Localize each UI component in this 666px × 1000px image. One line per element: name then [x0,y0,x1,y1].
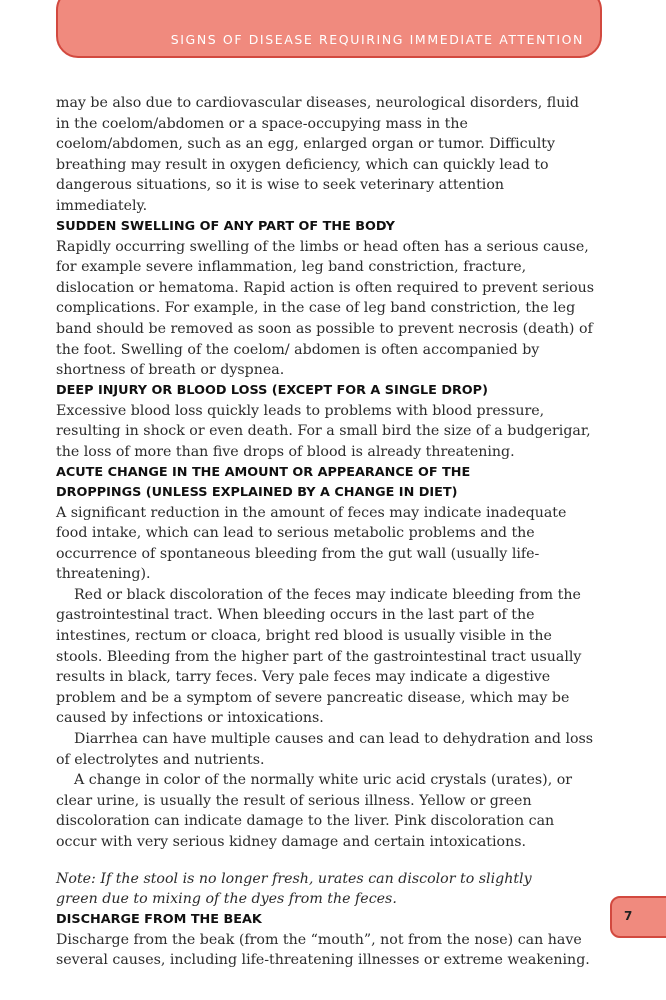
section-heading-droppings [56,463,596,503]
intro-paragraph: may be also due to cardiovascular diseases, neurological disorders, fluid in the coelom/abdomen or a space-occupying mass in the coelom/abdomen, such as an egg, enlarged organ or tumor. Difficulty breathing may result in oxygen deficiency, which can quickly lead to dangerous situations, so it is wise to seek veterinary attention immediately. [56,95,579,214]
chapter-header-band [56,0,602,58]
section-heading-blood-loss: DEEP INJURY OR BLOOD LOSS (EXCEPT FOR A SINGLE DROP) [56,382,488,398]
section-heading-swelling: SUDDEN SWELLING OF ANY PART OF THE BODY [56,218,395,234]
section-paragraph: A change in color of the normally white uric acid crystals (urates), or clear urine, is usually the result of serious illness. Yellow or green discoloration can indicate damage to the liver. Pink discoloration can occur with very serious kidney damage and certain intoxications. [56,772,573,850]
section-paragraph: Red or black discoloration of the feces may indicate bleeding from the gastrointestinal tract. When bleeding occurs in the last part of the intestines, rectum or cloaca, bright red blood is usually visible in the stools. Bleeding from the higher part of the gastrointestinal tract usually results in black, tarry feces. Very pale feces may indicate a digestive problem and be a symptom of severe pancreatic disease, which may be caused by infections or intoxications. [56,586,582,727]
page-number-tab [610,896,666,938]
section-paragraph: Diarrhea can have multiple causes and can lead to dehydration and loss of electrolytes and nutrients. [56,731,594,768]
chapter-title: SIGNS OF DISEASE REQUIRING IMMEDIATE ATTENTION [170,32,584,47]
section-paragraph: Discharge from the beak (from the “mouth”, not from the nose) can have several causes, including life-threatening illnesses or extreme weakening. [56,931,590,969]
heading-line: DROPPINGS (UNLESS EXPLAINED BY A CHANGE IN DIET) [56,484,458,500]
section-paragraph: A significant reduction in the amount of feces may indicate inadequate food intake, which can lead to serious metabolic problems and the occurrence of spontaneous bleeding from the gut wall (usually life-threatening). [56,504,567,583]
heading-line: ACUTE CHANGE IN THE AMOUNT OR APPEARANCE OF THE [56,464,471,480]
page-content [56,93,596,971]
page-number: 7 [624,909,633,923]
section-paragraph: Excessive blood loss quickly leads to problems with blood pressure, resulting in shock or even death. For a small bird the size of a budgerigar, the loss of more than five drops of blood is already threatening. [56,402,591,460]
section-heading-beak-discharge: DISCHARGE FROM THE BEAK [56,911,262,927]
section-paragraph: Rapidly occurring swelling of the limbs or head often has a serious cause, for example severe inflammation, leg band constriction, fracture, dislocation or hematoma. Rapid action is often required to prevent serious complications. For example, in the case of leg band constriction, the leg band should be removed as soon as possible to prevent necrosis (death) of the foot. Swelling of the coelom/ abdomen is often accompanied by shortness of breath or dyspnea. [56,238,595,379]
note-paragraph: Note: If the stool is no longer fresh, urates can discolor to slightly green due to mixing of the dyes from the feces. [56,870,532,908]
